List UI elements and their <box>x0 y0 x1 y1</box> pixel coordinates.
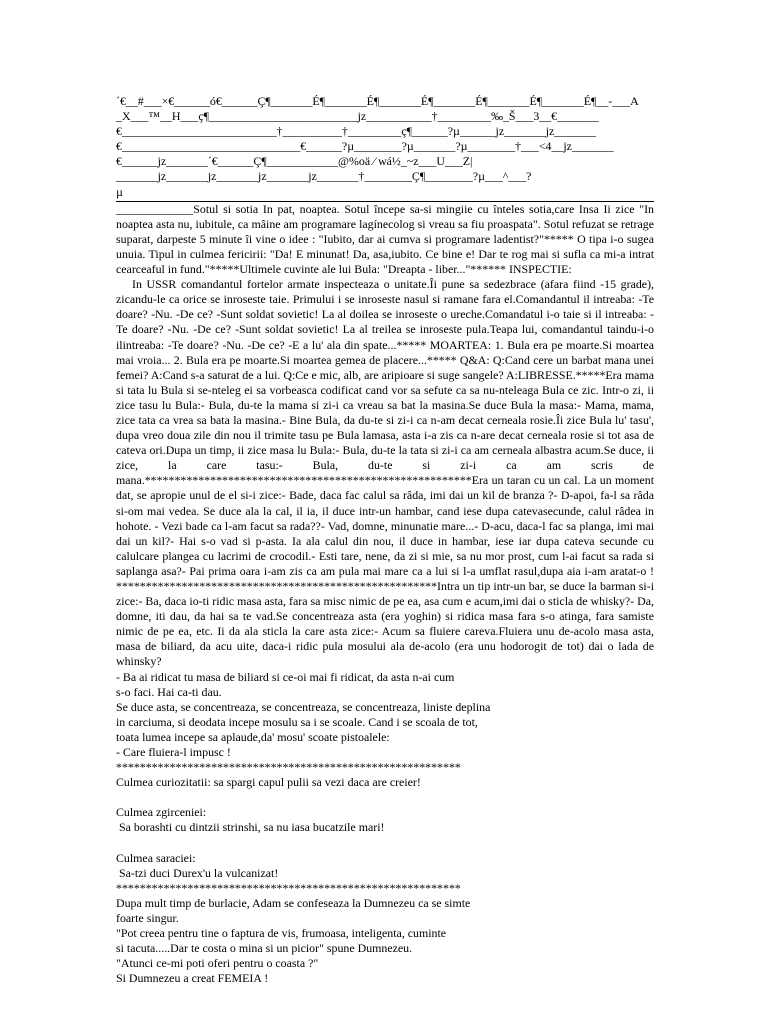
blank-line <box>116 836 654 851</box>
garbled-line: €__________________________†__________†_________ç¶______?µ______jz_______jz_______ <box>116 124 596 139</box>
heading-culmea-saraciei: Culmea saraciei: <box>116 850 196 865</box>
document-page <box>116 94 654 986</box>
paragraph-bar-ending: - Ba ai ridicat tu masa de biliard si ce-oi mai fi ridicat, da asta n-ai cum s-o faci. Hai ca-ti dau. Se duce asta, se concentreaza, se concentreaza, se concentreaza, liniste deplina in carciuma, si deodata incepe mosulu sa i se scoale. Cand i se scoala de tot, toata lumea incepe sa aplaude,da' mosu' scoate pistoalele: - Care fluiera-l impusc ! ********************************************************** <box>116 669 491 775</box>
garbled-line: _______jz_______jz_______jz_______jz_______†________Ç¶________?µ___^___? <box>116 169 532 184</box>
garbled-line: _X___™__H___ç¶_________________________jz___________†_________‰_Š___3__€_______ <box>116 109 599 124</box>
paragraph-culmea-zgirceniei: Sa borashti cu dintzii strinshi, sa nu iasa bucatzile mari! <box>116 820 385 835</box>
garbled-line: µ <box>116 184 123 199</box>
paragraph-culmea-curiozitatii: Culmea curiozitatii: sa spargi capul pulii sa vezi daca are creier! <box>116 775 421 790</box>
paragraph-sotul-sotia: _____________Sotul si sotia In pat, noaptea. Sotul începe sa-si mingiie cu înteles sotia,care Insa Ii zice "In noaptea asta nu, iubitule, ca mâine am programare lagínecolog si vreau sa fiu proaspata". Sotul refuzat se retrage suparat, darpeste 5 minute îi vine o idee : "Iubito, dar ai cumva si programare ladentist?"***** O tipa i-o sugea unuia. Tipul in culmea fericirii: "Da! E minunat! Da, asa,iubito. Ce bine e! Dar te rog mai si sufla ca mi-a intrat cearceaful in fund."*****Ultimele cuvinte ale lui Bula: "Dreapta - liber..."****** INSPECTIE: <box>116 201 654 277</box>
garbled-line: €______jz_______´€______Ç¶____________@%oä ⁄ wá½_~z___U___Z| <box>116 154 473 169</box>
paragraph-culmea-saraciei: Sa-tzi duci Durex'u la vulcanizat! <box>116 865 279 880</box>
garbled-header <box>116 94 654 200</box>
paragraph-adam-femeia: Dupa mult timp de burlacie, Adam se confeseaza la Dumnezeu ca se simte foarte singur. "Pot creea pentru tine o faptura de vis, frumoasa, inteligenta, cuminte si tacuta.....Dar te costa o mina si un picior" spune Dumnezeu. "Atunci ce-mi poti oferi pentru o coasta ?" Si Dumnezeu a creat FEMEIA ! <box>116 895 471 986</box>
heading-culmea-zgirceniei: Culmea zgirceniei: <box>116 805 207 820</box>
blank-line <box>116 790 654 805</box>
asterisk-separator: ********************************************************** <box>116 880 461 895</box>
garbled-line: €______________________________€______?µ________?µ_______?µ________†___<4__jz_______ <box>116 139 614 154</box>
garbled-line: ´€__#___×€______ó€______Ç¶_______É¶_______É¶_______É¶_______É¶_______É¶_______É¶__-___A <box>116 94 639 108</box>
paragraph-inspectie: In USSR comandantul fortelor armate inspecteaza o unitate.Îi pune sa sedezbrace (afara fiind -15 grade), zicandu-le ca orice se inroseste taie. Primului i se inroseste nasul si ramane fara el.Comandantul il intreaba: -Te doare? -Nu. -De ce? -Sunt soldat sovietic! La al doilea se inroseste o ureche.Comandatul i-o taie si il intreaba: -Te doare? -Nu. -De ce? -Sunt soldat sovietic! La al treilea se inroseste pula.Teapa lui, comandantul taindu-i-o ilintreaba: -Te doare? -Nu. -De ce? -E a lu' ala din spate...***** MOARTEA: 1. Bula era pe moarte.Si moartea mai vroia... 2. Bula era pe moarte.Si moartea gemea de placere...***** Q&A: Q:Cand cere un barbat mana unei femei? A:Cand s-a saturat de a lui. Q:Ce e mic, alb, are aripioare si suge sangele? A:LIBRESSE.*****Era mama si tata lu Bula si se-nteleg ei sa vorbeasca codificat cand vor sa sefute ca sa nu-nteleaga Bula ce zic. Intr-o zi, ii zice tasu lu Bula:- Bula, du-te la mama si zi-i ca vreau sa bat la masina.Se duce Bula la masa:- Mama, mama, zice tata ca vrea sa bata la masina.- Bine Bula, da du-te si zi-i ca n-am decat cerneala rosie.Îi zice Bula lu' tasu', dupa vreo doua zile din nou il trimite tasu pe Bula lamasa, asta i-a zis ca n-are decat cerneala rosie si tot asa de cateva ori.Dupa un timp, ii zice masa lu Bula:- Bula, du-te la tata si zi-i ca am cerneala albastra acum.Se duce, ii zice, la care tasu:- Bula, du-te si zi-i ca am scris de mana.*******************************************************Era un taran cu un cal. La un moment dat, se apropie unul de el si-i zice:- Bade, daca fac calul sa râda, imi dai un kil de branza ?- D-apoi, fa-l sa râda si-om mai vedea. Se duce ala la cal, il ia, il duce intr-un hambar, cand iese dupa catevasecunde, calul râdea in hohote. - Vezi bade ca l-am facut sa rada??- Vad, domne, minunatie mare...- D-acu, daca-l fac sa planga, imi mai dai un kil?- Hai s-o vad si p-asta. Ia ala calul din nou, il duce in hambar, iese iar dupa cateva secunde cu calulcare plangea cu lacrimi de crocodil.- Esti tare, nene, da zi si mie, sa nu mor prost, cum l-ai facut sa rada si saplanga asa?- Pai prima oara i-am zis ca am pula mai mare ca a lui si l-a umflat rasul,dupa aia i-am aratat-o ! ******************************************************Intra un tip intr-un bar, se duce la barman si-i zice:- Ba, daca io-ti ridic masa asta, fara sa misc nimic de pe ea, asa cum e acum,imi dai o sticla de whisky?- Da, domne, iti dau, da hai sa te vad.Se concentreaza asta (era yoghin) si ridica masa fara s-o atinga, fara samiste nimic de pe ea, etc. Ii da ala sticla la care asta zice:- Acum sa fluiere careva.Fluiera unu de-acolo masa asta, masa de biliard, da acu uite, daca-i ridic pula mosului ala de-acolo (era unu hodorogit de tot) dai o lada de whinsky? <box>116 277 654 669</box>
